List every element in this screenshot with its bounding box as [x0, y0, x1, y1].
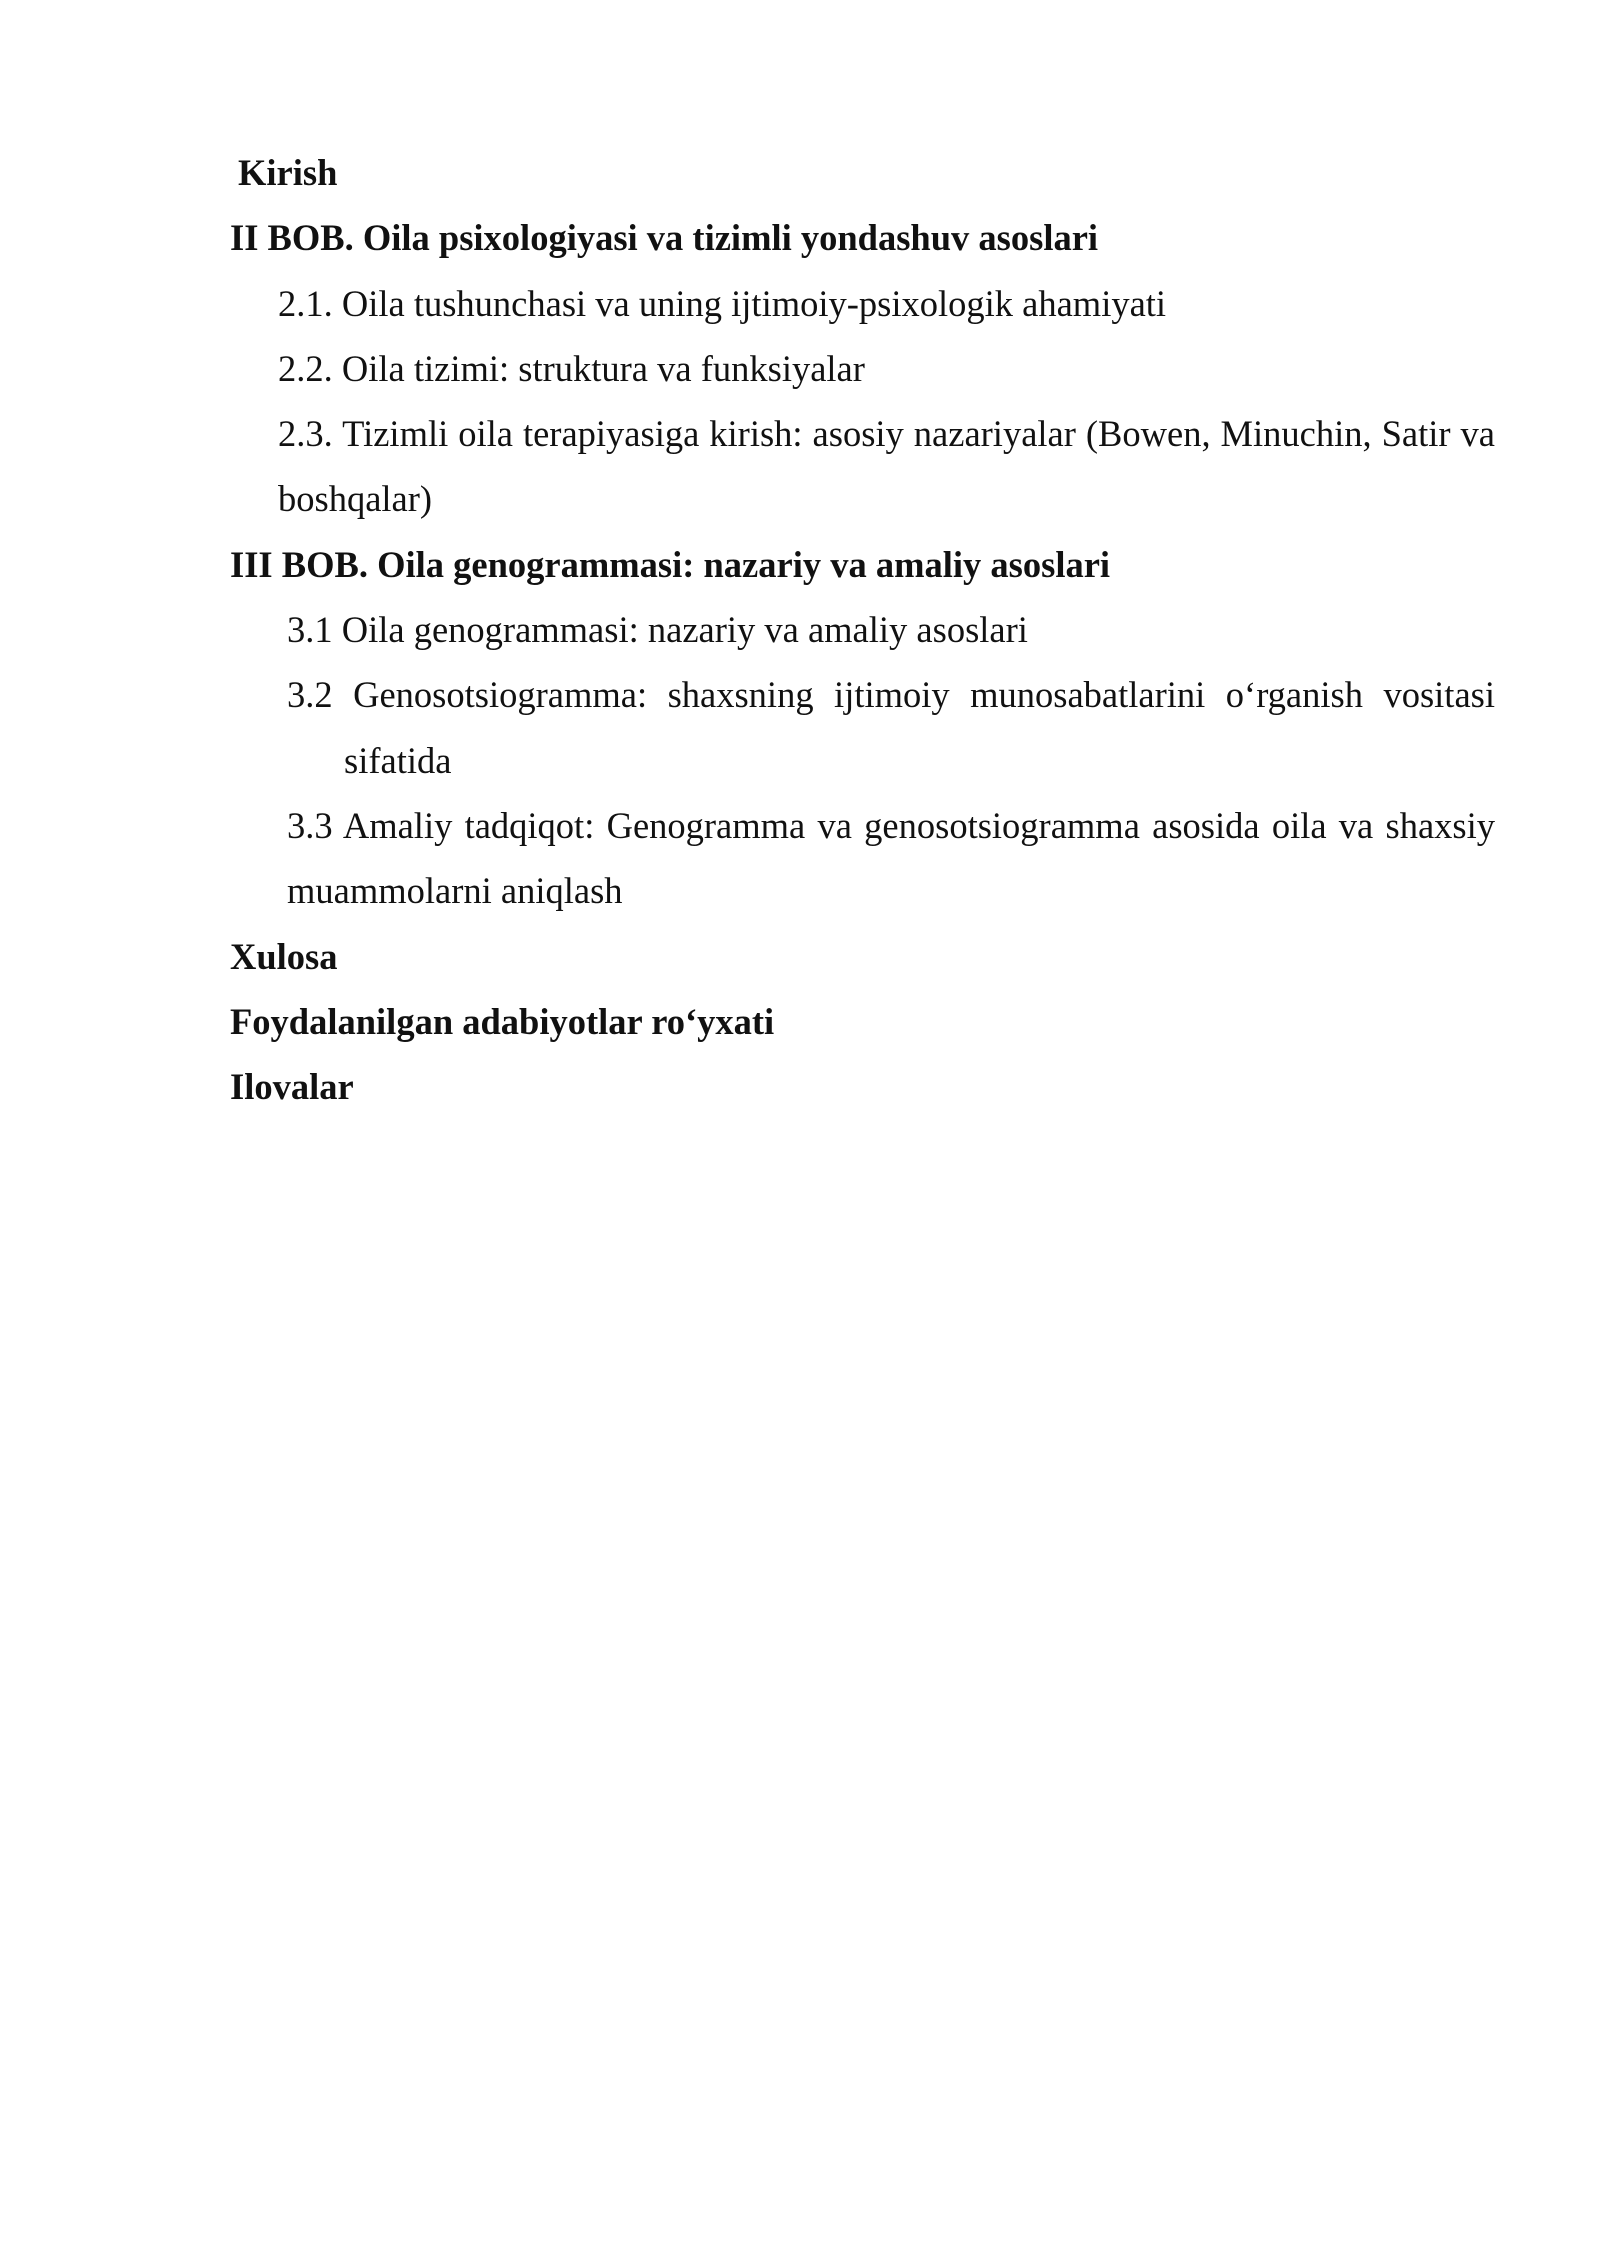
toc-intro: Kirish — [238, 152, 338, 193]
toc-appendices: Ilovalar — [230, 1066, 354, 1108]
toc-item-2-3: 2.3. Tizimli oila terapiyasiga kirish: asosiy nazariyalar (Bowen, Minuchin, Satir va boshqalar) — [278, 413, 1495, 520]
toc-conclusion: Xulosa — [230, 935, 338, 977]
toc-item-3-1: 3.1 Oila genogrammasi: nazariy va amaliy asoslari — [287, 609, 1028, 651]
toc-item-3-2: 3.2 Genosotsiogramma: shaxsning ijtimoiy munosabatlarini o‘rganish vositasi sifatida — [287, 674, 1495, 781]
toc-chapter-3-title: III BOB. Oila genogrammasi: nazariy va amaliy asoslari — [230, 543, 1111, 585]
table-of-contents — [230, 140, 1495, 1119]
toc-references: Foydalanilgan adabiyotlar ro‘yxati — [230, 1000, 775, 1042]
toc-item-3-3: 3.3 Amaliy tadqiqot: Genogramma va genosotsiogramma asosida oila va shaxsiy muammolarni aniqlash — [287, 804, 1495, 912]
toc-item-2-2: 2.2. Oila tizimi: struktura va funksiyalar — [278, 347, 865, 389]
toc-chapter-2-title: II BOB. Oila psixologiyasi va tizimli yondashuv asoslari — [230, 217, 1099, 259]
toc-item-2-1: 2.1. Oila tushunchasi va uning ijtimoiy-psixologik ahamiyati — [278, 282, 1167, 324]
